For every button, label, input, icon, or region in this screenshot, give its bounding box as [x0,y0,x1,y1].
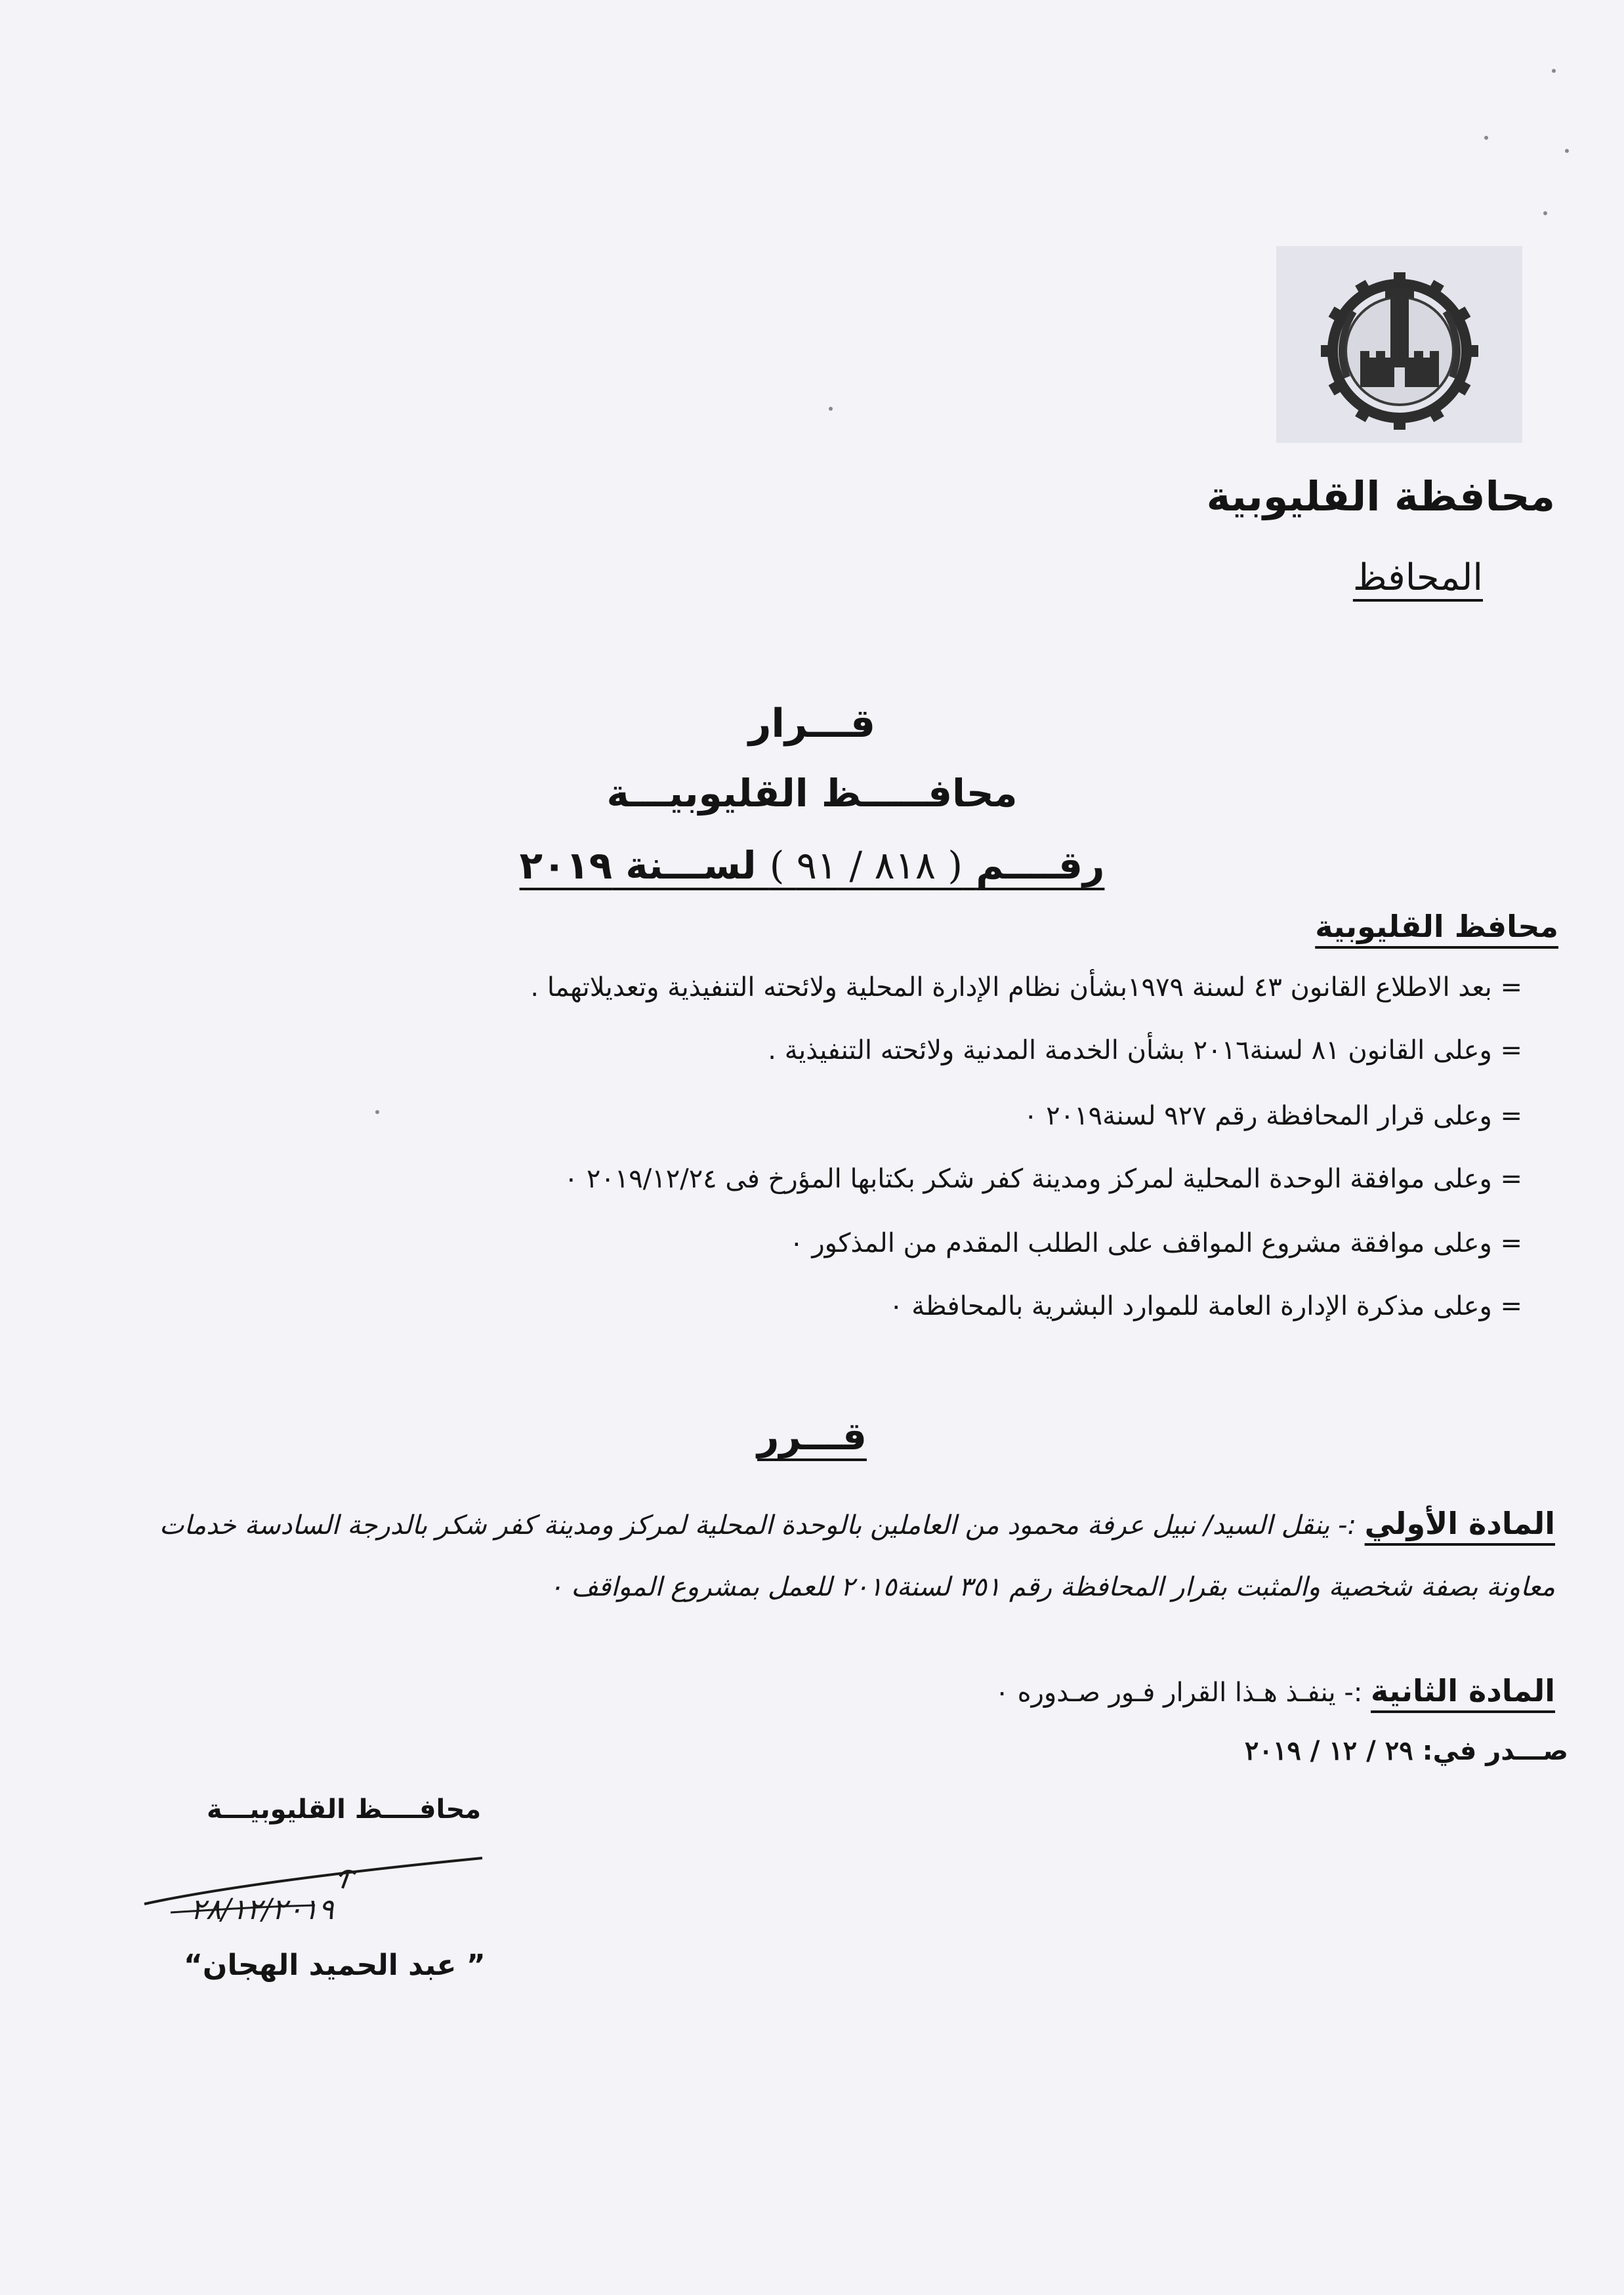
preamble-item: = وعلى القانون ٨١ لسنة٢٠١٦ بشأن الخدمة المدنية ولائحته التنفيذية . [768,1035,1522,1065]
scan-speck [1543,211,1547,215]
issued-date: ٢٩ / ١٢ / ٢٠١٩ [1244,1735,1413,1766]
handwritten-signature [131,1844,499,1955]
decision-number-line [0,843,1624,888]
decision-number-value: ( ٨١٨ / ٩١ ) [769,843,963,888]
preamble-item: = وعلى موافقة الوحدة المحلية لمركز ومدينة كفر شكر بكتابها المؤرخ فى ٢٠١٩/١٢/٢٤ ٠ [564,1164,1522,1194]
decision-number-label: رقــــم [976,843,1105,888]
preamble-item: = وعلى مذكرة الإدارة العامة للموارد البشرية بالمحافظة ٠ [889,1291,1522,1321]
signatory-name: ” عبد الحميد الهجان“ [184,1949,486,1982]
ruling-heading [0,1414,1624,1458]
decision-year-label: لســـنة ٢٠١٩ [519,843,757,888]
preamble-item: = وعلى قرار المحافظة رقم ٩٢٧ لسنة٢٠١٩ ٠ [1023,1101,1522,1131]
decision-number-line-text [520,843,1105,888]
scan-speck [1552,69,1556,73]
signature-title: محافــــظ القليوبيـــة [207,1794,482,1825]
governorate-name: محافظة القليوبية [1206,472,1555,520]
office-title: المحافظ [1352,556,1483,599]
signature-handwritten-date: ٢٨/١٢/٢٠١٩ [190,1893,334,1926]
decision-title: قـــرار [748,701,876,747]
scan-speck [1484,136,1488,140]
article-1-label: المادة الأولي [1364,1506,1555,1541]
issued-label: صـــدر في: [1422,1736,1568,1766]
governorate-emblem [1276,246,1522,443]
decision-issuer: محافـــــظ القليوبيـــة [606,771,1018,816]
preamble-item: = بعد الاطلاع القانون ٤٣ لسنة ١٩٧٩بشأن نظام الإدارة المحلية ولائحته التنفيذية وتعديلاتهما . [530,972,1522,1003]
ruling-heading-text: قـــرر [757,1414,867,1458]
article-2 [995,1673,1555,1708]
article-1 [98,1493,1555,1618]
issued-line [1245,1735,1568,1766]
scan-speck [829,407,833,411]
article-1-text: :- ينقل السيد/ نبيل عرفة محمود من العاملين بالوحدة المحلية لمركز ومدينة كفر شكر بالدرجة السادسة خدمات معاونة بصفة شخصية والمثبت بقرار المحافظة رقم ٣٥١ لسنة٢٠١٥ للعمل بمشروع المواقف ٠ [159,1510,1555,1602]
article-2-label: المادة الثانية [1371,1673,1555,1708]
scan-speck [1565,149,1569,153]
article-2-text: :- ينفـذ هـذا القرار فـور صـدوره ٠ [995,1678,1363,1708]
preamble-item: = وعلى موافقة مشروع المواقف على الطلب المقدم من المذكور ٠ [789,1228,1522,1258]
scan-speck [375,1110,379,1114]
preamble-heading: محافظ القليوبية [1315,909,1558,944]
